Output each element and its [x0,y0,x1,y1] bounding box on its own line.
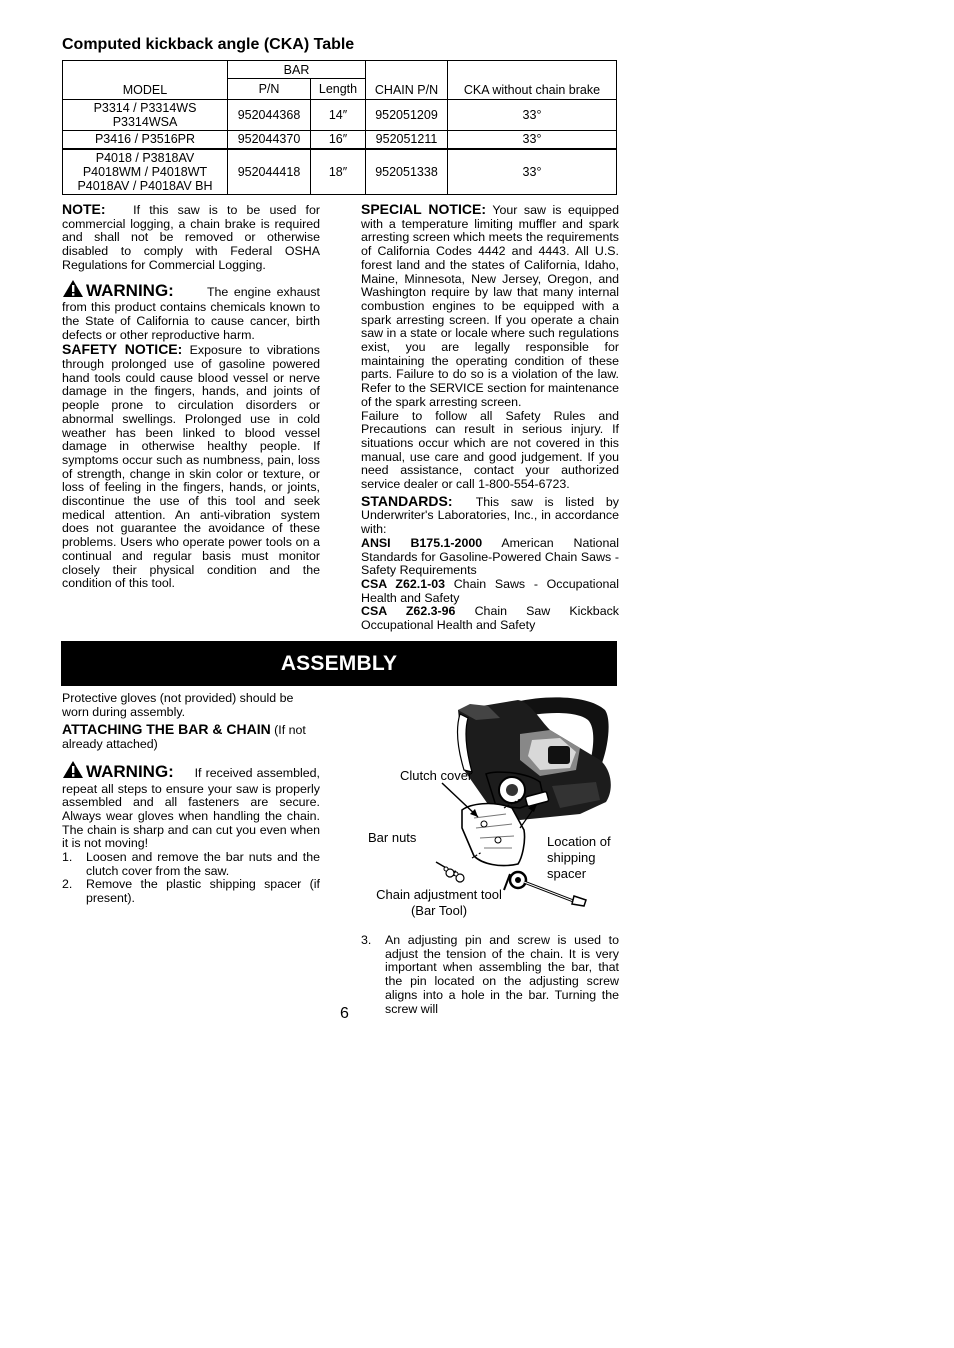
label-line: Chain adjustment tool [376,887,502,902]
model-line: P3314 / P3314WS [93,101,197,115]
standard-item [361,578,619,605]
clutch-cover-label: Clutch cover [400,768,473,783]
safety-lead: SAFETY NOTICE: [62,341,183,358]
attach-lead: ATTACHING THE BAR & CHAIN [62,721,271,738]
header-model: MODEL [63,61,228,100]
model-line: P4018 / P3818AV [95,150,195,165]
assembly-warning-lead: WARNING: [86,761,174,781]
header-cka: CKA without chain brake [448,61,617,100]
right-column-notices [361,203,619,633]
bar-tool-label [370,887,508,919]
standard-code: CSA Z62.3-96 [361,604,456,619]
step-text: Remove the plastic shipping spacer (if present). [86,877,320,906]
step-text: Loosen and remove the bar nuts and the clutch cover from the saw. [86,850,320,878]
model-cell: P3416 / P3516PR [63,131,228,149]
list-item [62,851,320,878]
model-line: P3314WSA [112,115,178,129]
safety-paragraph [62,343,320,591]
header-bar: BAR [228,61,366,79]
standard-code: CSA Z62.1-03 [361,576,446,591]
chainsaw-illustration [400,690,620,920]
special-lead: SPECIAL NOTICE: [361,201,486,217]
label-line: spacer [547,866,587,881]
step-number: 3. [361,933,372,947]
bar-nuts-label: Bar nuts [368,830,417,845]
step-number: 1. [62,850,73,865]
bar-pn-cell: 952044368 [228,100,311,131]
note-lead: NOTE: [62,201,106,217]
header-length: Length [311,79,366,100]
chain-pn-cell: 952051209 [366,100,448,131]
header-bar-pn: P/N [228,79,311,100]
special-paragraph [361,203,619,410]
standards-text: This saw is listed by Underwriter's Laboratories, Inc., in accordance with: [361,494,619,537]
standards-lead: STANDARDS: [361,492,453,509]
bar-pn-cell: 952044370 [228,131,311,149]
standard-item [361,605,619,632]
length-cell: 14″ [311,100,366,131]
special-text: Your saw is equipped with a temperature limiting muffler and spark arresting screen which meets the requirements of California Codes 4442 and 4443. All U.S. forest land and the states of California, Idaho, Maine, Minnesota, New Jersey, Oregon, and Washington require by law that many internal combustion engines to be equipped with a spark arresting screen. If you operate a chain saw in a state or locale where such regulations exist, you are legally responsible for maintaining the operating condition of these parts. Failure to do so is a violation of the law. Refer to the SERVICE section for maintenance of the spark arresting screen. [361,203,620,409]
list-item [62,878,320,905]
safety-text: Exposure to vibrations through prolonged use of gasoline powered hand tools could cause blood vessel or nerve damage in the fingers, hands, and joints of people prone to circulation disorders or abnormal swellings. Prolonged use in cold weather has been linked to blood vessel damage in otherwise healthy people. If symptoms occur such as numbness, pain, loss of strength, change in skin color or texture, or loss of feeling in the fingers, hands, or joints, discontinue the use of this tool and seek medical attention. An anti-vibration system does not guarantee the avoidance of these problems. Users who operate power tools on a continual and regular basis must monitor closely their physical condition and the condition of this tool. [62,343,320,591]
bar-pn-cell: 952044418 [228,149,311,195]
cka-table-title: Computed kickback angle (CKA) Table [62,36,355,53]
table-row [63,149,617,195]
header-chain-pn: CHAIN P/N [366,61,448,100]
list-item [361,934,619,1016]
step-number: 2. [62,877,73,892]
table-row [63,100,617,131]
cka-cell: 33° [448,149,617,195]
length-cell: 16″ [311,131,366,149]
chain-pn-cell: 952051338 [366,149,448,195]
standards-paragraph [361,492,619,537]
table-row [63,131,617,149]
cka-cell: 33° [448,100,617,131]
chain-pn-cell: 952051211 [366,131,448,149]
assembly-steps-left [62,851,320,906]
model-line: P4018AV / P4018AV BH [77,178,213,193]
assembly-left-column [62,692,320,906]
assembly-banner: ASSEMBLY [61,641,617,686]
shipping-spacer-label [547,834,611,882]
label-line: shipping [547,850,596,865]
note-text: If this saw is to be used for commercial logging, a chain brake is required and shall not be removed or otherwise disabled to comply with Federal OSHA Regulations for Commercial Logging. [62,203,321,272]
left-column-notices [62,203,320,591]
failure-paragraph: Failure to follow all Safety Rules and Precautions can result in serious injury. If situations occur which are not covered in this manual, use care and good judgement. If you need assistance, contact your authorized service dealer or call 1-800-554-6723. [361,408,619,492]
assembly-right-column [361,934,619,1016]
standard-item [361,537,619,578]
warning-triangle-icon [62,760,84,783]
standard-desc: Chain Saws - Occupational Health and Safety [361,576,619,605]
gloves-paragraph: Protective gloves (not provided) should be worn during assembly. [62,691,294,719]
warning-triangle-icon [62,279,84,302]
warning-paragraph [62,279,320,343]
attach-note: (If not already attached) [62,723,306,752]
attach-paragraph [62,723,320,751]
length-cell: 18″ [311,149,366,195]
cka-table [62,60,617,195]
label-line: (Bar Tool) [410,903,468,918]
step-text: An adjusting pin and screw is used to adjust the tension of the chain. It is very important when assembling the bar, that the pin located on the adjusting screw aligns into a hole in the bar. Turning the screw will [385,933,619,1016]
standard-desc: American National Standards for Gasoline-Powered Chain Saws - Safety Requirements [361,535,619,578]
cka-cell: 33° [448,131,617,149]
assembly-warning-text: If received assembled, repeat all steps to ensure your saw is properly assembled and all fasteners are secure. Always wear gloves when handling the chain. The chain is sharp and can cut you even when it is not moving! [62,765,321,851]
label-line: Location of [547,834,611,849]
page-number: 6 [340,1005,349,1022]
assembly-warning-paragraph [62,760,320,851]
assembly-steps-right [361,934,619,1016]
standard-desc: Chain Saw Kickback Occupational Health and Safety [361,604,619,633]
warning-lead: WARNING: [86,280,174,300]
note-paragraph [62,203,320,273]
warning-text: The engine exhaust from this product contains chemicals known to the State of California to cause cancer, birth defects or other reproductive harm. [62,284,321,342]
model-line: P4018WM / P4018WT [82,164,208,179]
standard-code: ANSI B175.1-2000 [361,535,483,550]
